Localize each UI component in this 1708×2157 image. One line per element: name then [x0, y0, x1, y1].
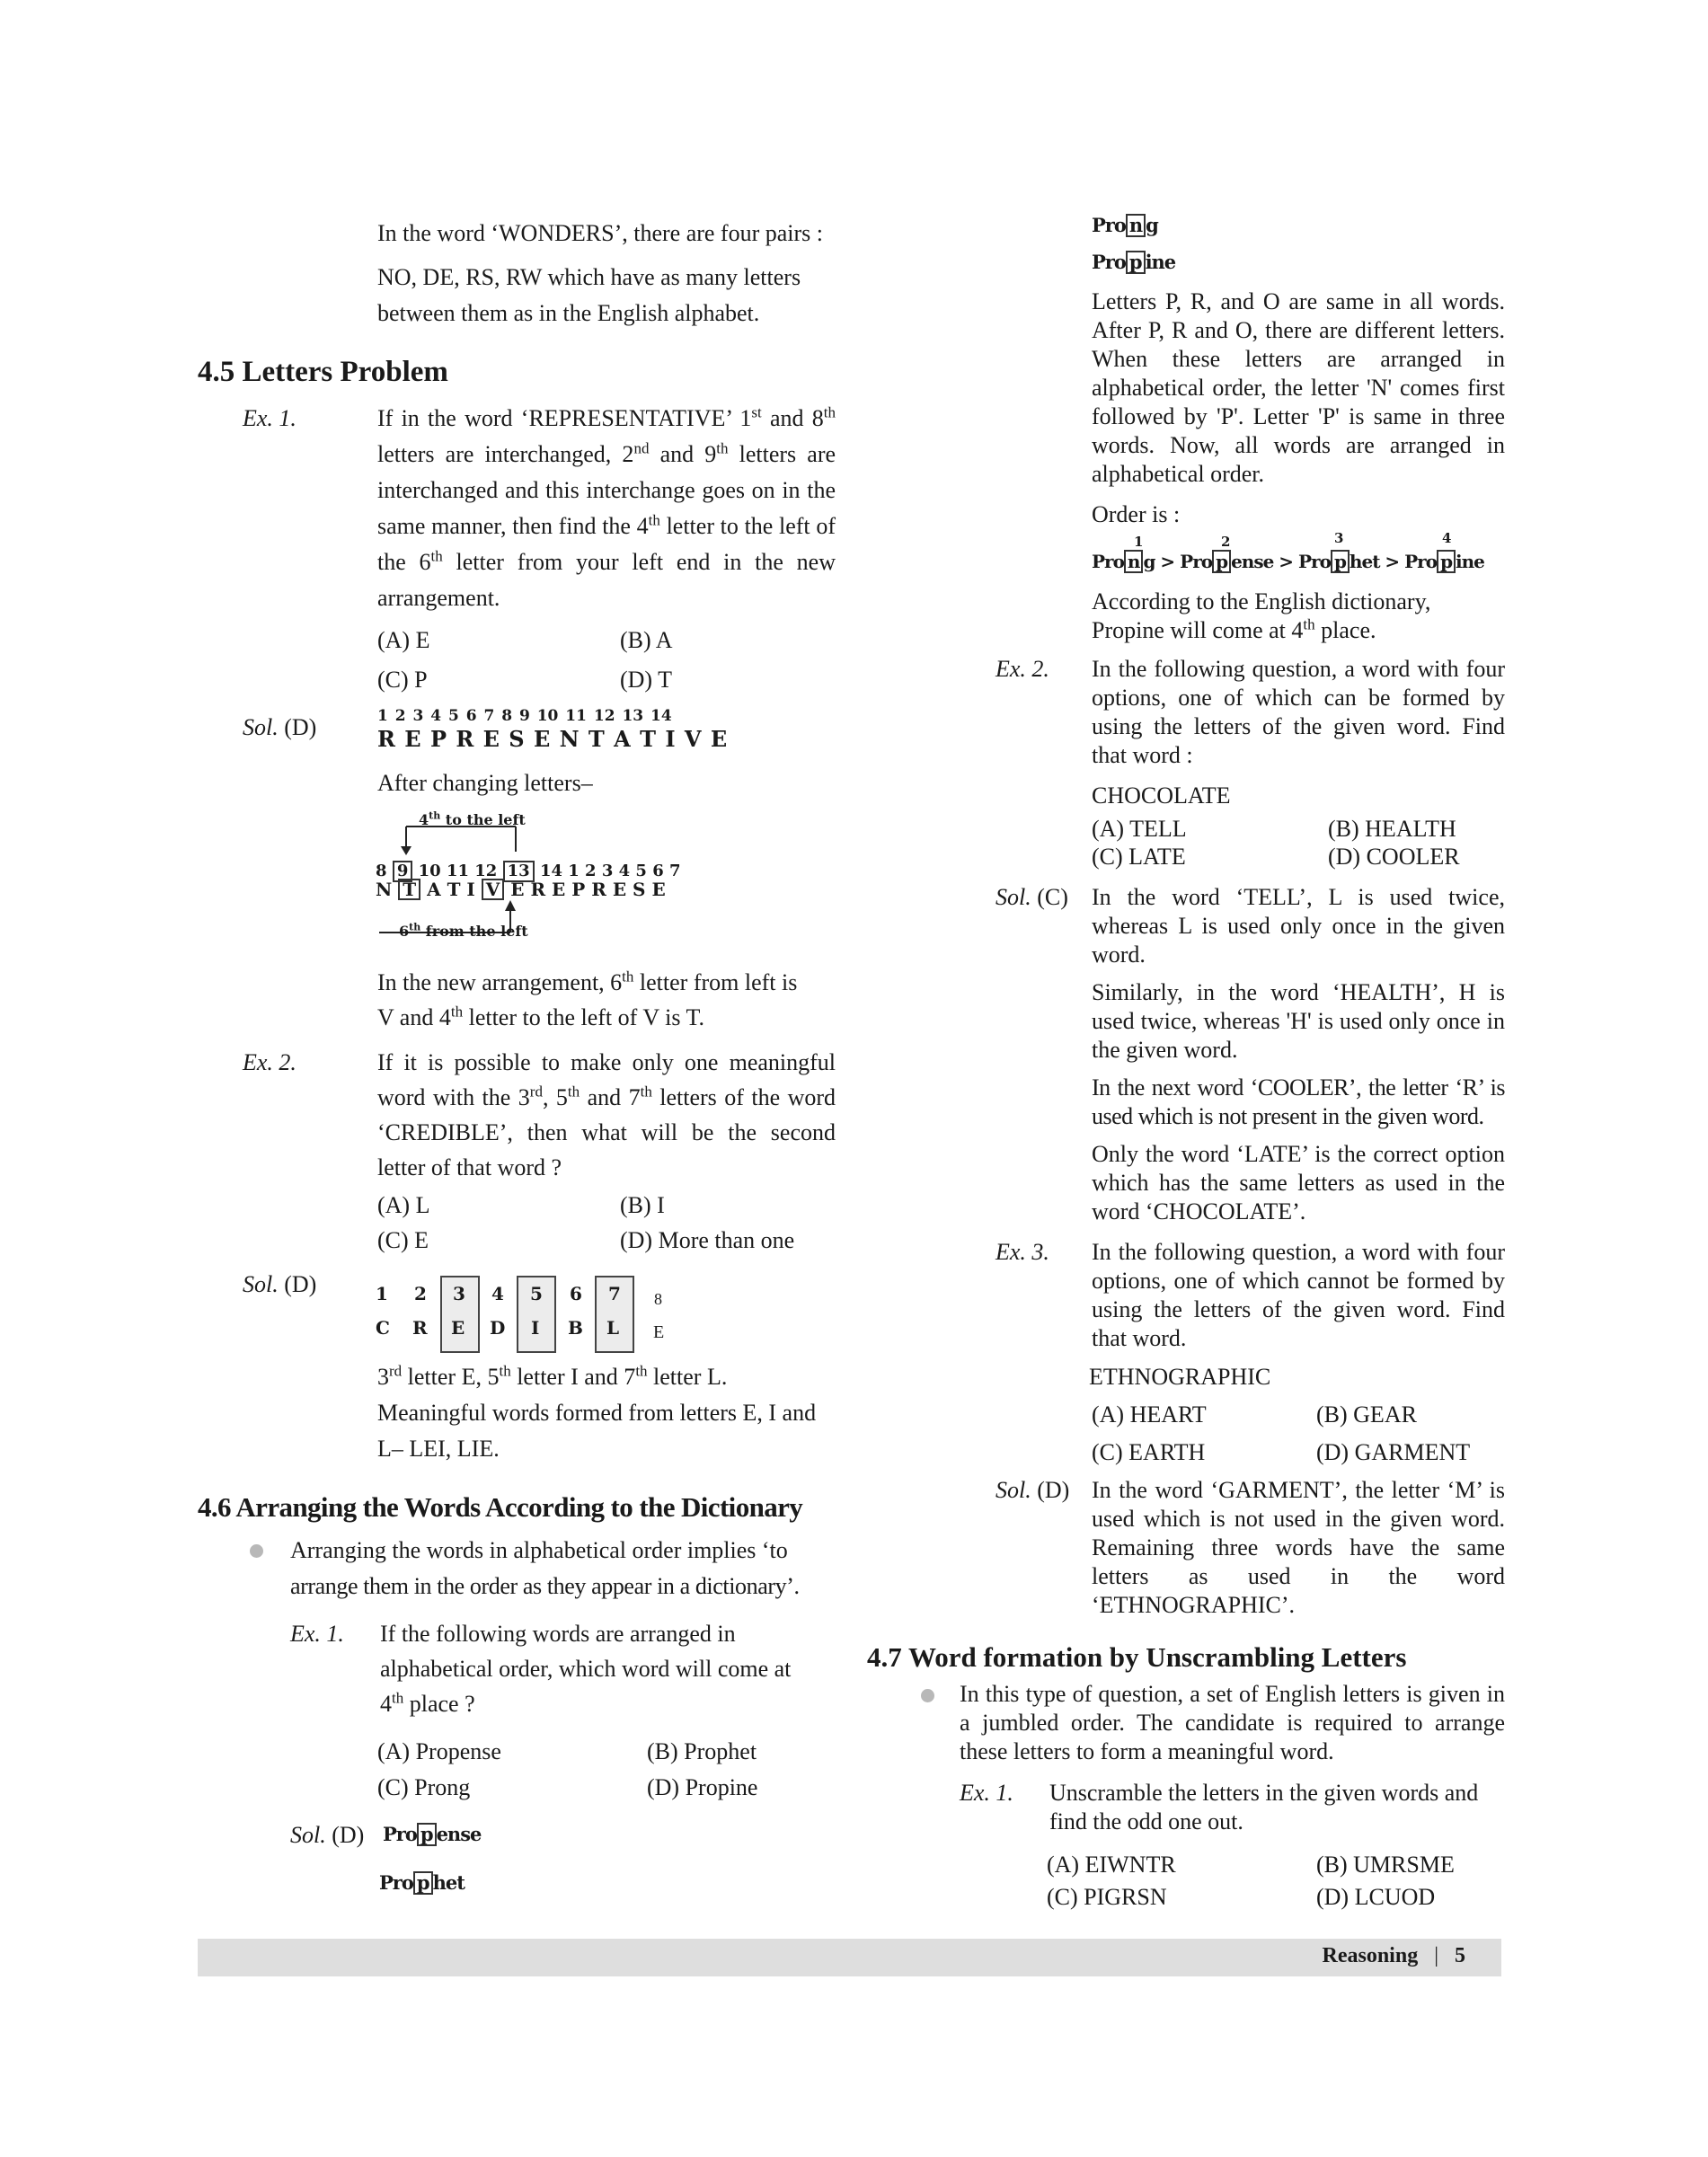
- order-number: 2: [1221, 534, 1231, 550]
- fig-number: 8: [654, 1290, 662, 1308]
- fig-letter: E: [653, 1322, 665, 1342]
- page-footer: [198, 1939, 1501, 1976]
- option-b: (B) A: [620, 627, 673, 653]
- fig-number: 2: [414, 1283, 427, 1304]
- order-number: 4: [1442, 530, 1452, 546]
- option-c: (C) E: [377, 1227, 429, 1253]
- solution-text: Similarly, in the word ‘HEALTH’, H is used twice, whereas 'H' is used only once in the given word.: [1092, 979, 1505, 1063]
- option-d: (D) Propine: [647, 1774, 758, 1800]
- explanation-paragraph: Letters P, R, and O are same in all words. After P, R and O, there are different letters. When these letters are arranged in alphabetical order, the letter 'N' comes first followed by 'P'. Letter 'P' is same in three words. Now, all words are arranged in alphabetical order.: [1092, 288, 1505, 487]
- intro-line: between them as in the English alphabet.: [377, 300, 760, 326]
- question-line: alphabetical order, which word will come at: [380, 1656, 792, 1682]
- example-label: Ex. 1.: [290, 1621, 344, 1647]
- option-d: (D) T: [620, 667, 673, 693]
- fig-number: 5: [530, 1283, 543, 1304]
- option-c: (C) PIGRSN: [1047, 1884, 1167, 1910]
- intro-line: NO, DE, RS, RW which have as many letters: [377, 264, 801, 290]
- fig-letter: I: [531, 1317, 540, 1339]
- given-word: CHOCOLATE: [1092, 782, 1231, 809]
- example-label: Ex. 2.: [243, 1049, 296, 1075]
- solution-text: In the word ‘GARMENT’, the letter ‘M’ is used which is not used in the given word. Remaining three words have the same letters as used in the word ‘ETHNOGRAPHIC’.: [1092, 1477, 1505, 1618]
- conclusion-line: In the new arrangement, 6th letter from left is: [377, 968, 798, 995]
- option-d: (D) GARMENT: [1316, 1439, 1471, 1465]
- example-question: If in the word ‘REPRESENTATIVE’ 1st and 8th letters are interchanged, 2nd and 9th letters are interchanged and this interchange goes on in the same manner, then find the 4th letter to the left of the 6th letter from your left end in the new arrangement.: [377, 403, 836, 611]
- example-label: Ex. 2.: [996, 656, 1049, 682]
- conclusion-line: Propine will come at 4th place.: [1092, 615, 1376, 643]
- fig-number: 7: [608, 1283, 621, 1304]
- solution-label: Sol. (D): [243, 1271, 317, 1297]
- option-a: (A) E: [377, 627, 430, 653]
- example-label: Ex. 1.: [960, 1780, 1013, 1806]
- conclusion-line: 3rd letter E, 5th letter I and 7th letter L.: [377, 1362, 728, 1390]
- boxed-word: Pro p ine: [1092, 251, 1176, 273]
- fig-letter: D: [490, 1317, 506, 1339]
- order-number: 3: [1334, 530, 1344, 546]
- example-label: Ex. 3.: [996, 1239, 1049, 1265]
- example-question: In the following question, a word with four options, one of which can be formed by using the letters of the given word. Find that word :: [1092, 656, 1505, 768]
- option-a: (A) Propense: [377, 1738, 501, 1764]
- bullet-text: Arranging the words in alphabetical order implies ‘to: [290, 1537, 788, 1563]
- footer-label: [1323, 1944, 1466, 1968]
- footer-subject: Reasoning: [1322, 1944, 1419, 1967]
- order-sequence: Pro n g > Pro p ense > Pro p het > Pro p ine: [1092, 551, 1484, 572]
- option-d: (D) More than one: [620, 1227, 795, 1253]
- boxed-word: Pro n g: [1092, 214, 1158, 236]
- option-a: (A) HEART: [1092, 1401, 1207, 1428]
- solution-label: Sol. (D): [996, 1477, 1070, 1503]
- question-line: 4th place ?: [380, 1689, 475, 1717]
- section-heading-4-7: 4.7 Word formation by Unscrambling Letters: [867, 1641, 1407, 1673]
- example-question: In the following question, a word with four options, one of which cannot be formed by using the letters of the given word. Find that word.: [1092, 1239, 1505, 1351]
- after-changing: After changing letters–: [377, 770, 593, 796]
- page-number: 5: [1455, 1944, 1465, 1967]
- position-numbers: 1 2 3 4 5 6 7 8 9 10 11 12 13 14: [377, 707, 672, 725]
- arrow-top: [395, 825, 521, 861]
- solution-text: In the next word ‘COOLER’, the letter ‘R’ is used which is not present in the given word.: [1092, 1074, 1505, 1129]
- option-c: (C) Prong: [377, 1774, 471, 1800]
- bullet: [921, 1689, 934, 1702]
- option-b: (B) UMRSME: [1316, 1852, 1455, 1878]
- intro-line: In the word ‘WONDERS’, there are four pairs :: [377, 220, 824, 246]
- fig-number: 6: [570, 1283, 582, 1304]
- fig-number: 3: [453, 1283, 465, 1304]
- section-heading-4-6: 4.6 Arranging the Words According to the Dictionary: [198, 1491, 803, 1523]
- option-c: (C) P: [377, 667, 428, 693]
- conclusion-line: L– LEI, LIE.: [377, 1436, 500, 1462]
- solution-text: Only the word ‘LATE’ is the correct option which has the same letters as used in the word ‘CHOCOLATE’.: [1092, 1141, 1505, 1224]
- solution-label: Sol. (C): [996, 884, 1068, 910]
- boxed-word: Pro p ense: [383, 1823, 482, 1845]
- conclusion-line: V and 4th letter to the left of V is T.: [377, 1003, 704, 1030]
- example-label: Ex. 1.: [243, 405, 296, 431]
- option-b: (B) HEALTH: [1328, 816, 1456, 842]
- option-d: (D) COOLER: [1328, 844, 1460, 870]
- option-a: (A) TELL: [1092, 816, 1187, 842]
- fig-letter: R: [412, 1317, 428, 1339]
- option-c: (C) LATE: [1092, 844, 1186, 870]
- fig-letter: C: [376, 1317, 390, 1339]
- bullet: [250, 1544, 263, 1558]
- order-label: Order is :: [1092, 501, 1181, 527]
- word-letters: R E P R E S E N T A T I V E: [377, 726, 729, 752]
- footer-separator: |: [1434, 1944, 1438, 1967]
- option-a: (A) EIWNTR: [1047, 1852, 1176, 1878]
- fig-top-label: 4th to the left: [419, 809, 526, 828]
- order-number: 1: [1134, 534, 1144, 550]
- example-question: If it is possible to make only one meaningful word with the 3rd, 5th and 7th letters of the word ‘CREDIBLE’, then what will be the second letter of that word ?: [377, 1049, 836, 1180]
- solution-text: In the word ‘TELL’, L is used twice, whereas L is used only once in the given word.: [1092, 884, 1505, 968]
- conclusion-line: According to the English dictionary,: [1092, 588, 1431, 614]
- section-heading-4-5: 4.5 Letters Problem: [198, 356, 448, 388]
- option-b: (B) GEAR: [1316, 1401, 1417, 1428]
- example-question: Unscramble the letters in the given words and find the odd one out.: [1049, 1780, 1479, 1834]
- option-b: (B) I: [620, 1192, 665, 1218]
- solution-label: Sol. (D): [243, 714, 317, 740]
- fig-letter: E: [451, 1317, 465, 1339]
- option-d: (D) LCUOD: [1316, 1884, 1436, 1910]
- option-c: (C) EARTH: [1092, 1439, 1206, 1465]
- fig-number: 1: [376, 1283, 388, 1304]
- bullet-text: arrange them in the order as they appear in a dictionary’.: [290, 1573, 800, 1599]
- solution-label: Sol. (D): [290, 1822, 365, 1848]
- option-b: (B) Prophet: [647, 1738, 757, 1764]
- boxed-word: Pro p het: [379, 1871, 465, 1894]
- fig-letter: B: [568, 1317, 583, 1339]
- given-word: ETHNOGRAPHIC: [1089, 1364, 1271, 1390]
- fig-letter: L: [606, 1317, 620, 1339]
- question-line: If the following words are arranged in: [380, 1621, 736, 1647]
- conclusion-line: Meaningful words formed from letters E, I and: [377, 1400, 817, 1426]
- option-a: (A) L: [377, 1192, 430, 1218]
- bullet-text: In this type of question, a set of English letters is given in a jumbled order. The candidate is required to arrange these letters to form a meaningful word.: [960, 1681, 1505, 1764]
- fig-numbers: 8 9 10 11 12 13 14 1 2 3 4 5 6 7: [376, 862, 681, 880]
- fig-number: 4: [491, 1283, 504, 1304]
- fig-letters: N T A T I V E R E P R E S E: [376, 879, 666, 900]
- fig-bottom-label: 6th from the left: [399, 921, 528, 940]
